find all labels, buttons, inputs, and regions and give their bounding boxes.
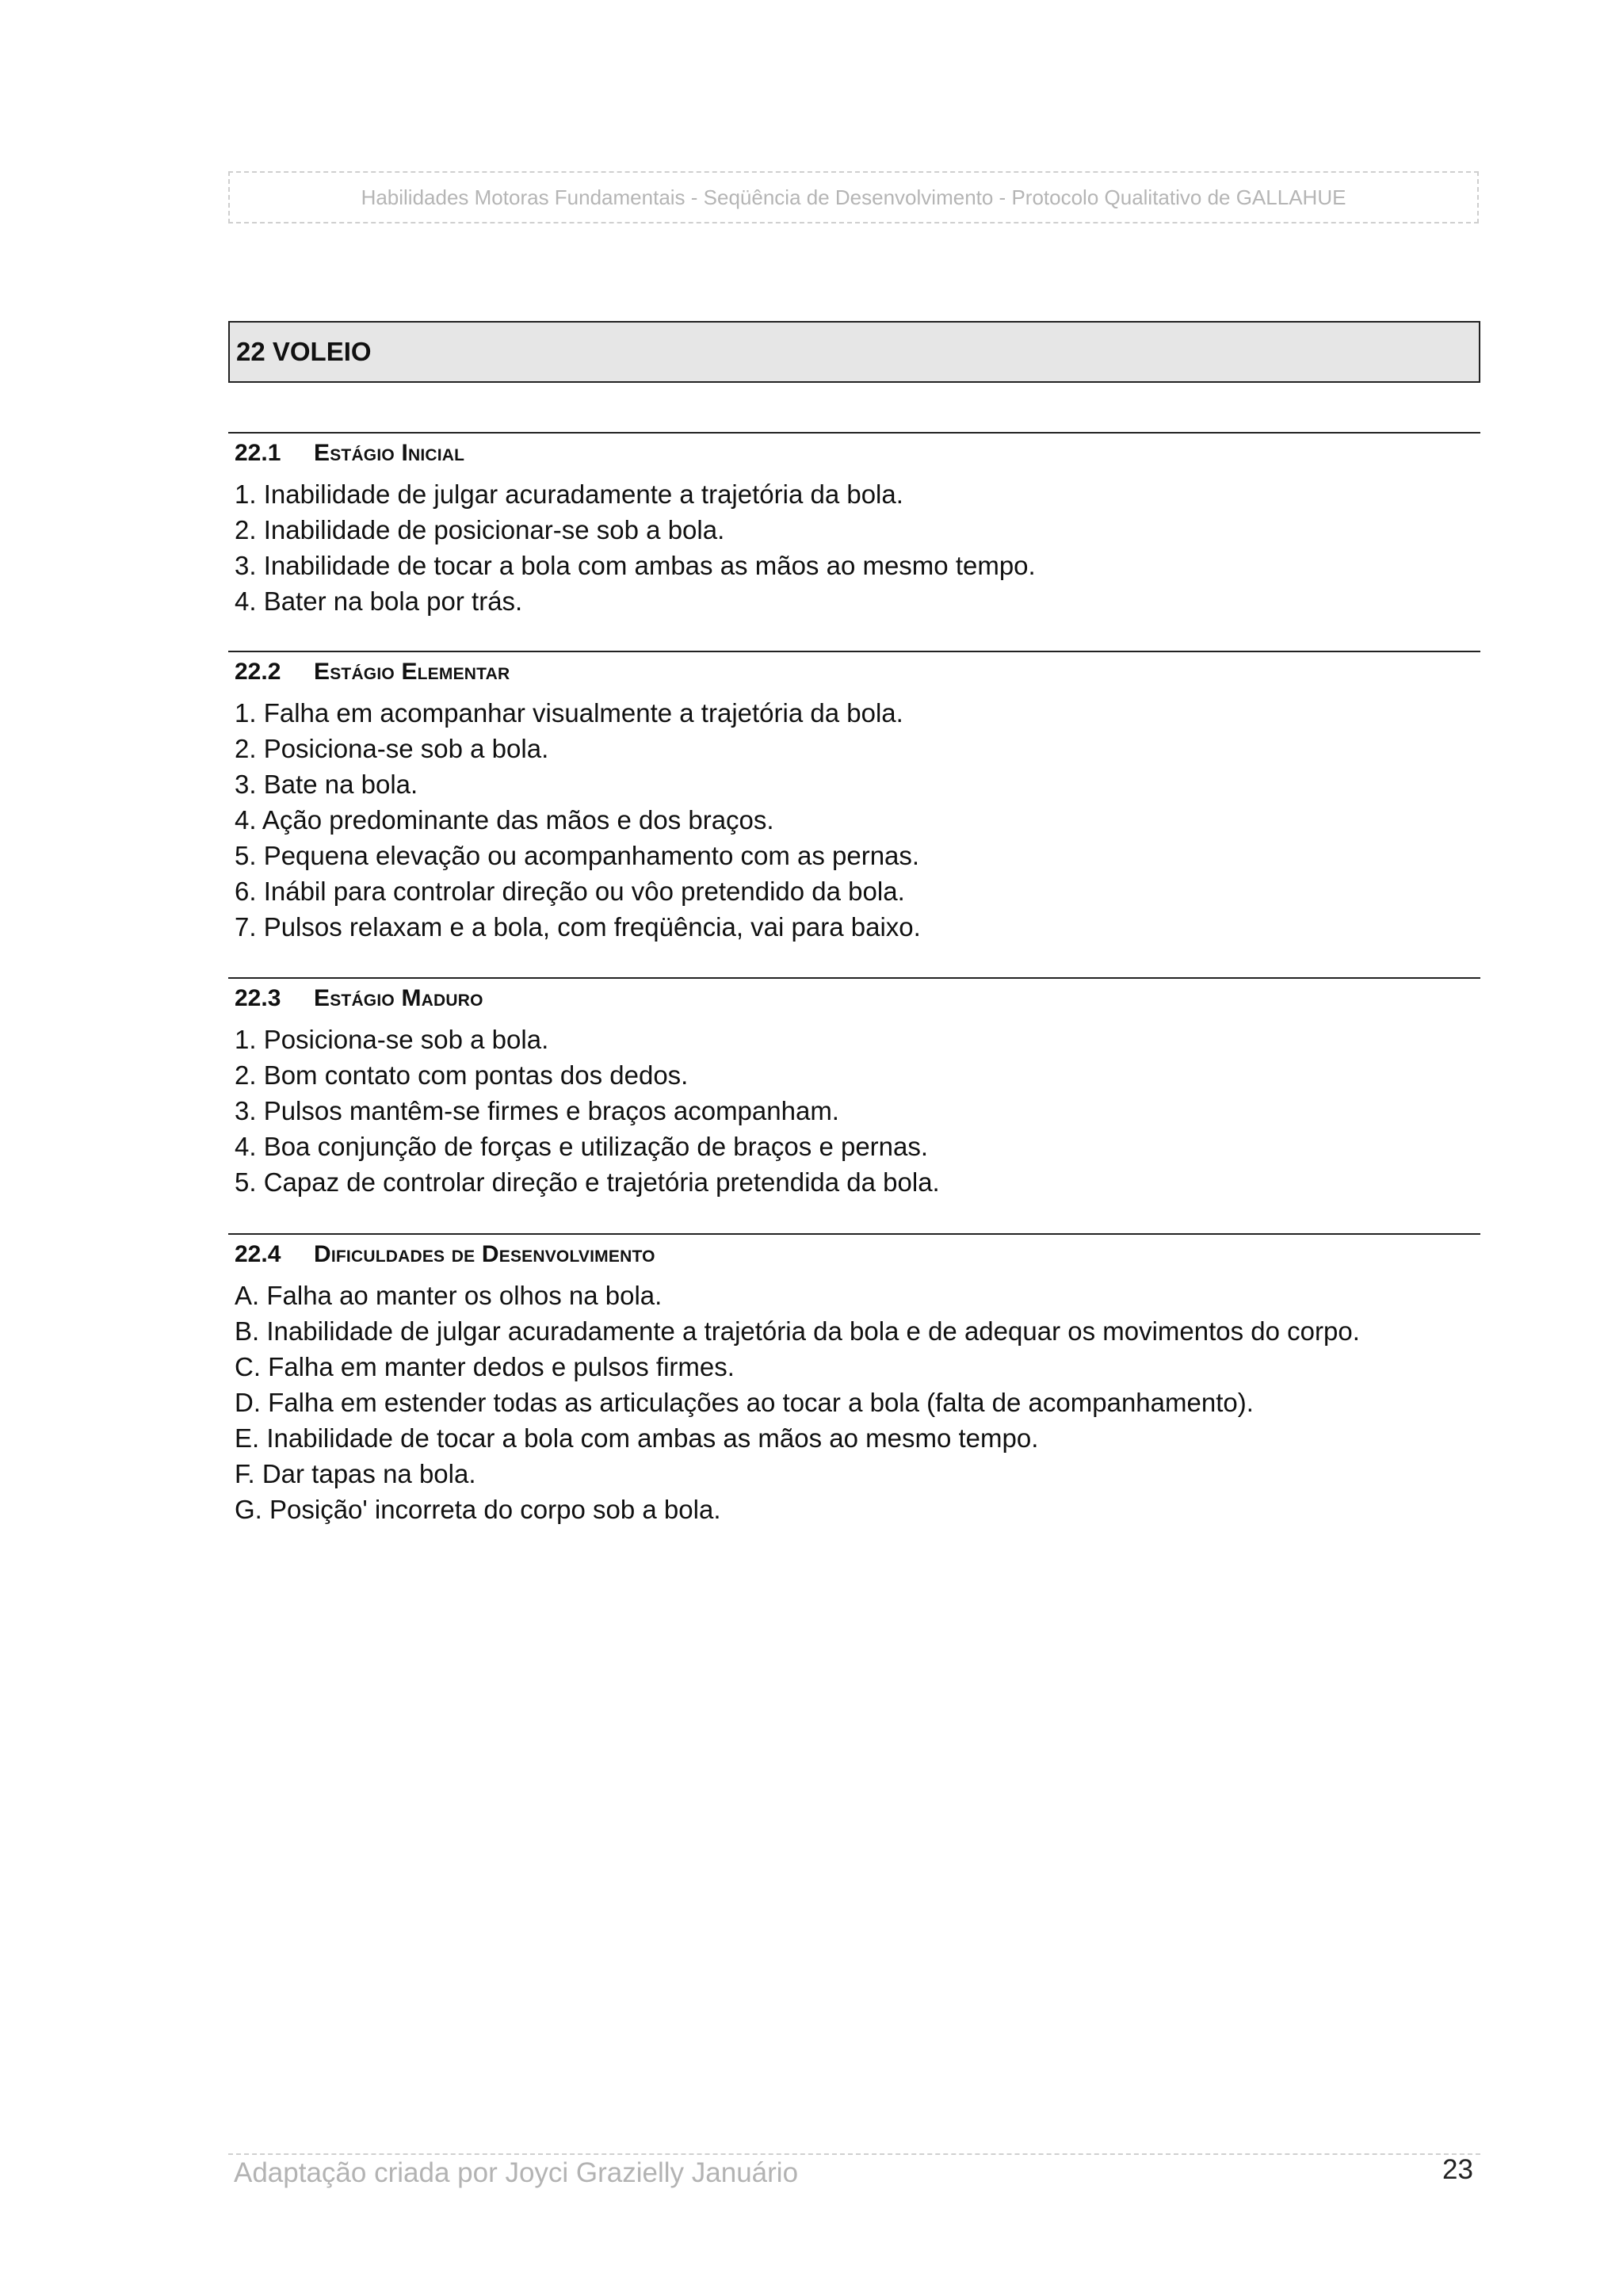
- section-number: 22.2: [235, 659, 281, 685]
- section-divider: [228, 977, 1480, 979]
- item-list: [228, 1022, 1480, 1200]
- section-elementary-stage: [228, 651, 1480, 945]
- section-development-difficulties: [228, 1233, 1480, 1527]
- list-item: A. Falha ao manter os olhos na bola.: [235, 1281, 663, 1310]
- list-item: 1. Inabilidade de julgar acuradamente a trajetória da bola.: [235, 479, 903, 509]
- list-item: 5. Capaz de controlar direção e trajetória pretendida da bola.: [235, 1167, 940, 1197]
- section-heading: [228, 1241, 1480, 1271]
- item-list: [228, 1278, 1480, 1527]
- list-item: C. Falha em manter dedos e pulsos firmes.: [235, 1352, 735, 1381]
- section-heading: [228, 440, 1480, 470]
- list-item: 5. Pequena elevação ou acompanhamento com as pernas.: [235, 841, 920, 870]
- footer-credit: Adaptação criada por Joyci Grazielly Januário: [234, 2157, 799, 2188]
- list-item: 4. Bater na bola por trás.: [235, 586, 523, 616]
- footer-divider: [228, 2153, 1480, 2155]
- chapter-title: 22 VOLEIO: [236, 337, 372, 366]
- list-item: 6. Inábil para controlar direção ou vôo pretendido da bola.: [235, 877, 905, 906]
- item-list: [228, 695, 1480, 945]
- section-divider: [228, 1233, 1480, 1235]
- section-title: Estágio Maduro: [314, 985, 483, 1011]
- list-item: E. Inabilidade de tocar a bola com ambas as mãos ao mesmo tempo.: [235, 1423, 1039, 1453]
- list-item: 2. Inabilidade de posicionar-se sob a bola.: [235, 515, 725, 544]
- chapter-title-box: [228, 321, 1480, 383]
- section-title: Estágio Elementar: [314, 659, 510, 685]
- list-item: 1. Posiciona-se sob a bola.: [235, 1025, 549, 1054]
- section-mature-stage: [228, 977, 1480, 1200]
- list-item: 4. Boa conjunção de forças e utilização de braços e pernas.: [235, 1132, 929, 1161]
- list-item: 1. Falha em acompanhar visualmente a trajetória da bola.: [235, 698, 903, 728]
- section-number: 22.1: [235, 440, 281, 466]
- section-divider: [228, 651, 1480, 652]
- section-number: 22.4: [235, 1241, 281, 1267]
- list-item: 4. Ação predominante das mãos e dos braços.: [235, 805, 774, 835]
- page-number: 23: [1442, 2154, 1473, 2185]
- list-item: B. Inabilidade de julgar acuradamente a trajetória da bola e de adequar os movimentos do corpo.: [235, 1316, 1360, 1346]
- list-item: D. Falha em estender todas as articulações ao tocar a bola (falta de acompanhamento).: [235, 1388, 1254, 1417]
- list-item: 3. Inabilidade de tocar a bola com ambas as mãos ao mesmo tempo.: [235, 551, 1036, 580]
- running-header: [228, 171, 1479, 223]
- list-item: F. Dar tapas na bola.: [235, 1459, 476, 1488]
- section-number: 22.3: [235, 985, 281, 1011]
- running-header-text: Habilidades Motoras Fundamentais - Seqüência de Desenvolvimento - Protocolo Qualitativo de GALLAHUE: [361, 185, 1346, 209]
- section-heading: [228, 985, 1480, 1015]
- section-heading: [228, 659, 1480, 689]
- list-item: 3. Bate na bola.: [235, 770, 418, 799]
- section-initial-stage: [228, 432, 1480, 619]
- list-item: 7. Pulsos relaxam e a bola, com freqüência, vai para baixo.: [235, 912, 921, 942]
- list-item: 3. Pulsos mantêm-se firmes e braços acompanham.: [235, 1096, 839, 1125]
- section-title: Estágio Inicial: [314, 440, 465, 466]
- list-item: 2. Posiciona-se sob a bola.: [235, 734, 549, 763]
- list-item: 2. Bom contato com pontas dos dedos.: [235, 1060, 689, 1090]
- section-divider: [228, 432, 1480, 434]
- list-item: G. Posição' incorreta do corpo sob a bola.: [235, 1495, 721, 1524]
- section-title: Dificuldades de Desenvolvimento: [314, 1241, 655, 1267]
- item-list: [228, 476, 1480, 619]
